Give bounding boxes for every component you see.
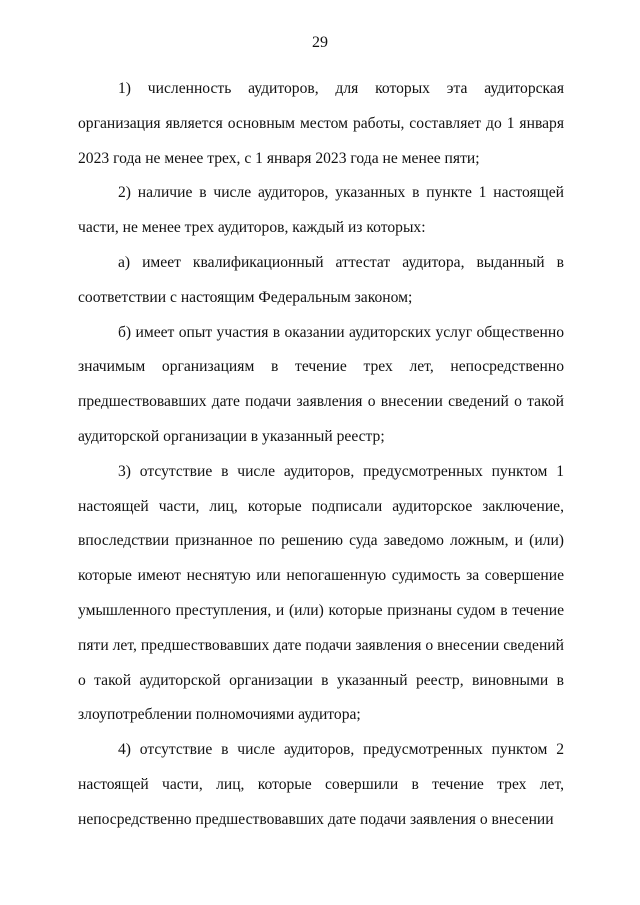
- paragraph-subitem-b: б) имеет опыт участия в оказании аудиторских услуг общественно значимым организациям в течение трех лет, непосредственно предшествовавших дате подачи заявления о внесении сведений о такой аудиторской организации в указанный реестр;: [78, 323, 564, 445]
- paragraph-item-4: 4) отсутствие в числе аудиторов, предусмотренных пунктом 2 настоящей части, лиц, которые совершили в течение трех лет, непосредственно предшествовавших дате подачи заявления о внесении: [78, 741, 564, 828]
- page-number: 29: [312, 34, 328, 51]
- document-body: [78, 72, 564, 838]
- paragraph-item-3: 3) отсутствие в числе аудиторов, предусмотренных пунктом 1 настоящей части, лиц, которые подписали аудиторское заключение, впоследствии признанное по решению суда заведомо ложным, и (или) которые имеют неснятую или непогашенную судимость за совершение умышленного преступления, и (или) которые признаны судом в течение пяти лет, предшествовавших дате подачи заявления о внесении сведений о такой аудиторской организации в указанный реестр, виновными в злоупотреблении полномочиями аудитора;: [78, 462, 564, 724]
- paragraph-item-2: 2) наличие в числе аудиторов, указанных в пункте 1 настоящей части, не менее трех аудиторов, каждый из которых:: [78, 184, 564, 237]
- paragraph-item-1: 1) численность аудиторов, для которых эта аудиторская организация является основным местом работы, составляет до 1 января 2023 года не менее трех, с 1 января 2023 года не менее пяти;: [78, 80, 564, 167]
- paragraph-subitem-a: а) имеет квалификационный аттестат аудитора, выданный в соответствии с настоящим Федеральным законом;: [78, 253, 564, 306]
